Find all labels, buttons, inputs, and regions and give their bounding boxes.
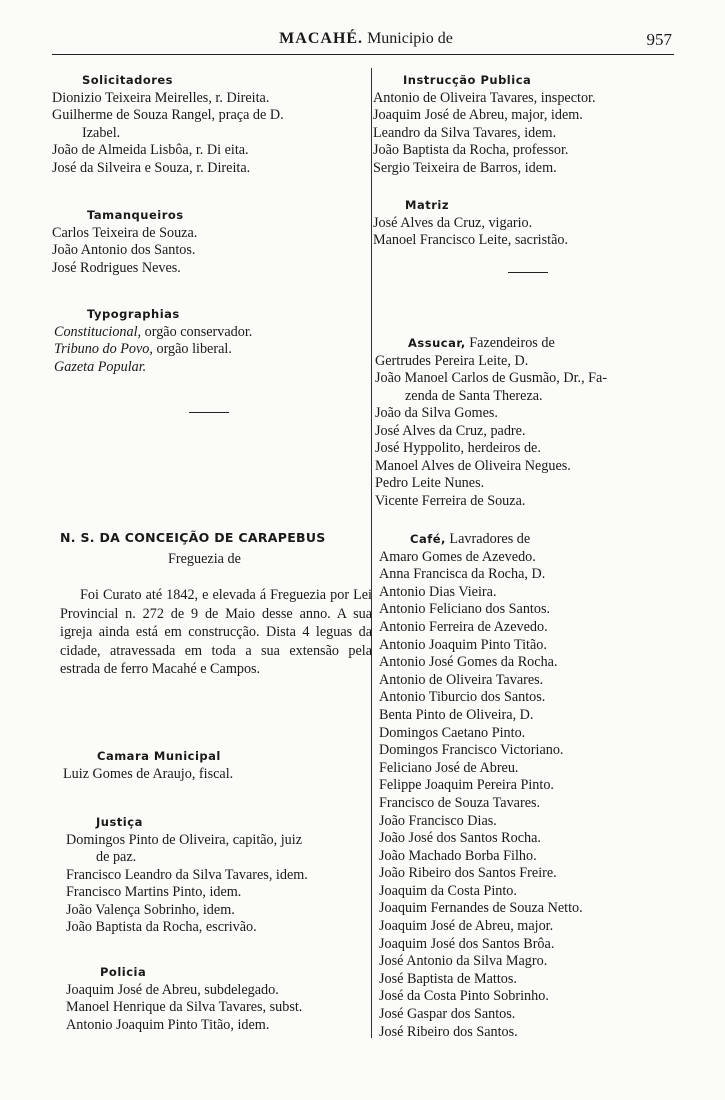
list-item: Domingos Pinto de Oliveira, capitão, juiz <box>66 831 303 848</box>
list-item: João da Silva Gomes. <box>375 405 498 421</box>
list-item: João de Almeida Lisbôa, r. Di eita. <box>52 142 249 158</box>
page-number: 957 <box>646 30 672 49</box>
list-item: Dionizio Teixeira Meirelles, r. Direita. <box>52 89 270 106</box>
section-rule <box>508 272 548 273</box>
list-item: Antonio de Oliveira Tavares. <box>379 671 544 688</box>
list-item: Felippe Joaquim Pereira Pinto. <box>379 777 554 794</box>
section-heading: Assucar, Fazendeiros de <box>408 335 555 351</box>
newspaper-name: Gazeta Popular. <box>54 358 147 375</box>
section-heading: Café, Lavradores de <box>410 531 531 547</box>
list-item: Antonio de Oliveira Tavares, inspector. <box>373 89 596 106</box>
list-item: Manoel Alves de Oliveira Negues. <box>375 457 571 474</box>
parish-title: N. S. DA CONCEIÇÃO DE CARAPEBUS <box>60 530 326 545</box>
newspaper-name: Constitucional, <box>54 323 142 340</box>
section-heading: Instrucção Publica <box>403 73 532 87</box>
section-heading: Typographias <box>87 307 180 321</box>
list-item: Vicente Ferreira de Souza. <box>375 492 526 509</box>
list-item: Antonio Feliciano dos Santos. <box>379 601 551 618</box>
page-header <box>60 30 672 52</box>
list-item: José Antonio da Silva Magro. <box>379 953 548 970</box>
list-item: João Ribeiro dos Santos Freire. <box>379 865 557 882</box>
section-heading: Solicitadores <box>82 73 174 87</box>
list-item: Joaquim da Costa Pinto. <box>379 882 517 899</box>
section-heading: Camara Municipal <box>97 749 221 763</box>
list-item: Antonio Tiburcio dos Santos. <box>379 689 546 706</box>
list-item: de paz. <box>96 849 137 865</box>
list-item: João Baptista da Rocha, escrivão. <box>66 919 257 935</box>
list-item: Francisco de Souza Tavares. <box>379 794 541 811</box>
list-item: Antonio Dias Vieira. <box>379 583 497 600</box>
section-rule <box>189 412 229 413</box>
list-item: João Manoel Carlos de Gusmão, Dr., Fa- <box>375 370 608 386</box>
section-heading: Tamanqueiros <box>87 208 184 222</box>
section-tamanqueiros <box>52 207 364 277</box>
list-item: João Antonio dos Santos. <box>52 242 196 258</box>
list-item: Manoel Francisco Leite, sacristão. <box>373 232 569 248</box>
newspaper-name: Tribuno do Povo, <box>54 341 153 357</box>
list-item: Antonio Joaquim Pinto Titão, idem. <box>66 1016 270 1033</box>
list-item: Anna Francisca da Rocha, D. <box>379 566 546 583</box>
list-item: Luiz Gomes de Araujo, fiscal. <box>63 765 234 782</box>
running-title-bold: MACAHÉ. <box>279 30 364 47</box>
list-item: João Baptista da Rocha, professor. <box>373 142 569 158</box>
list-item: Guilherme de Souza Rangel, praça de D. <box>52 107 284 123</box>
list-item: José Baptista de Mattos. <box>379 970 517 987</box>
section-cafe <box>379 531 699 1041</box>
running-title <box>60 30 672 48</box>
list-item: José da Silveira e Souza, r. Direita. <box>52 159 251 176</box>
list-item: José Gaspar dos Santos. <box>379 1006 516 1023</box>
list-item: Joaquim José de Abreu, major. <box>379 918 554 935</box>
section-instruccao <box>373 72 693 177</box>
running-title-rest: Municipio de <box>367 30 453 47</box>
list-item: Joaquim José dos Santos Brôa. <box>379 935 555 952</box>
section-heading: Justiça <box>96 815 143 829</box>
list-item: José Hyppolito, herdeiros de. <box>375 440 541 456</box>
list-item: Domingos Caetano Pinto. <box>379 724 526 741</box>
list-item: José da Costa Pinto Sobrinho. <box>379 988 549 1005</box>
section-heading: Matriz <box>405 198 450 212</box>
list-item: José Ribeiro dos Santos. <box>379 1023 518 1040</box>
list-item: Izabel. <box>82 124 121 141</box>
list-item: João José dos Santos Rocha. <box>379 830 541 847</box>
section-typographias <box>54 306 366 413</box>
list-item: Feliciano José de Abreu. <box>379 759 519 776</box>
list-item: Joaquim José de Abreu, subdelegado. <box>66 981 279 998</box>
section-policia <box>66 964 371 1034</box>
list-item: Antonio Joaquim Pinto Titão. <box>379 636 547 653</box>
list-item: Constitucional, orgão conservador. <box>54 323 253 340</box>
list-item: José Rodrigues Neves. <box>52 259 181 276</box>
section-carapebus <box>60 529 372 679</box>
list-item: Francisco Martins Pinto, idem. <box>66 884 242 900</box>
list-item: João Valença Sobrinho, idem. <box>66 901 235 918</box>
list-item: Benta Pinto de Oliveira, D. <box>379 706 534 723</box>
list-item: Amaro Gomes de Azevedo. <box>379 548 536 565</box>
list-item: Domingos Francisco Victoriano. <box>379 742 564 759</box>
list-item <box>54 359 366 377</box>
section-solicitadores <box>52 72 364 177</box>
list-item: João Francisco Dias. <box>379 812 497 829</box>
section-camara <box>63 748 368 783</box>
list-item: Antonio Ferreira de Azevedo. <box>379 618 548 635</box>
parish-subtitle: Freguezia de <box>168 550 241 567</box>
list-item: Antonio José Gomes da Rocha. <box>379 654 558 671</box>
list-item: Francisco Leandro da Silva Tavares, idem. <box>66 866 308 883</box>
list-item: João Machado Borba Filho. <box>379 847 537 864</box>
section-matriz <box>373 197 693 273</box>
section-assucar <box>375 335 695 510</box>
list-item: Manoel Henrique da Silva Tavares, subst. <box>66 999 303 1015</box>
list-item: Sergio Teixeira de Barros, idem. <box>373 159 557 176</box>
list-item: zenda de Santa Thereza. <box>405 387 543 404</box>
list-item: Gertrudes Pereira Leite, D. <box>375 352 529 369</box>
list-item: José Alves da Cruz, padre. <box>375 422 526 439</box>
section-justica <box>66 814 371 937</box>
parish-description: Foi Curato até 1842, e elevada á Freguezia por Lei Provincial n. 272 de 9 de Maio desse anno. A sua igreja ainda está em construcção. Dista 4 leguas da cidade, atravessada em toda a sua extensão pela estrada de ferro Macahé e Campos. <box>60 587 372 677</box>
header-rule <box>52 54 674 55</box>
list-item: Carlos Teixeira de Souza. <box>52 224 198 241</box>
list-item: Pedro Leite Nunes. <box>375 475 485 491</box>
list-item: Joaquim José de Abreu, major, idem. <box>373 107 583 123</box>
section-heading: Policia <box>100 965 147 979</box>
list-item: José Alves da Cruz, vigario. <box>373 214 533 231</box>
list-item: Tribuno do Povo, orgão liberal. <box>54 341 232 357</box>
list-item: Leandro da Silva Tavares, idem. <box>373 124 557 141</box>
list-item: Joaquim Fernandes de Souza Netto. <box>379 900 583 917</box>
